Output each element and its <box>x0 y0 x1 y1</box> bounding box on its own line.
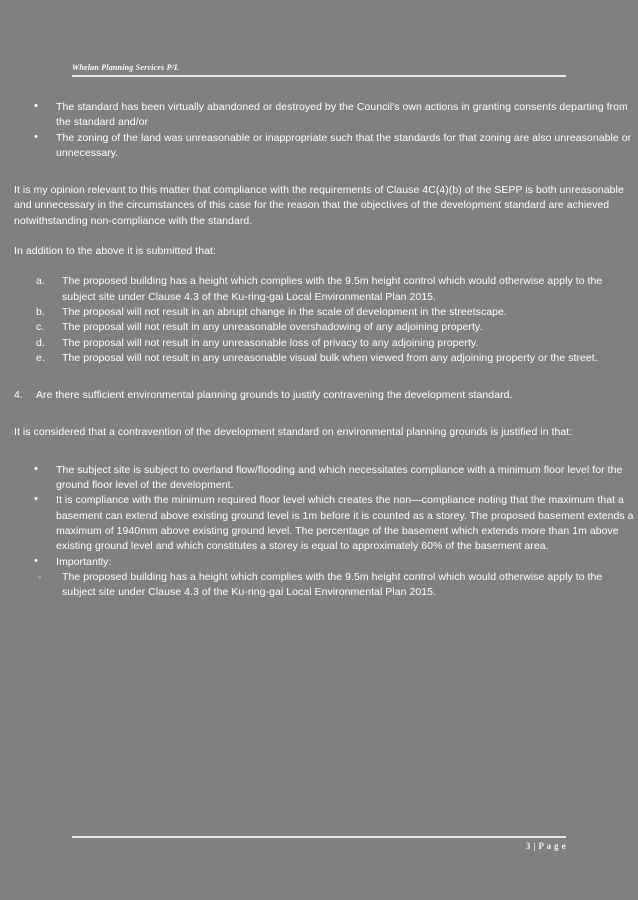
question-number: 4. <box>14 389 23 402</box>
footer-divider <box>72 836 566 838</box>
grounds-lead-in: It is considered that a contravention of the development standard on environmental planning grounds is justified in that: <box>14 426 573 439</box>
list-item: • The subject site is subject to overland flow/flooding and which necessitates compliance with a minimum floor level for the ground floor level of the development. <box>0 463 638 494</box>
page-footer <box>72 836 566 851</box>
page-header <box>72 62 566 77</box>
list-item: The proposal will not result in any unreasonable loss of privacy to any adjoining property. <box>62 336 479 349</box>
list-item: The proposal will not result in any unreasonable visual bulk when viewed from any adjoining property or the street. <box>62 351 598 364</box>
header-title: Whelan Planning Services P/L <box>72 63 180 72</box>
list-item: ◦ The proposed building has a height which complies with the 9.5m height control which would otherwise apply to the subject site under Clause 4.3 of the Ku-ring-gai Local Environmental Plan 2015. <box>0 570 638 601</box>
addition-lead-in: In addition to the above it is submitted that: <box>14 245 216 258</box>
spacer <box>0 259 638 274</box>
spacer <box>0 366 638 388</box>
spacer <box>0 403 638 425</box>
alpha-list <box>0 274 638 366</box>
sub-bullet-list <box>0 570 638 601</box>
document-body <box>0 100 638 600</box>
spacer <box>0 441 638 463</box>
grounds-bullet-list <box>0 463 638 570</box>
list-item: • It is compliance with the minimum required floor level which creates the non—compliance noting that the maximum that a basement can extend above existing ground level is 1m before it is counted as a storey. The proposed basement extends a maximum of 1940mm above existing ground level. The percentage of the basement which extends more than 1m above existing ground level and which constitutes a storey is equal to approximately 60% of the basement area. <box>0 493 638 554</box>
list-item: • The zoning of the land was unreasonable or inappropriate such that the standards for that zoning are also unreasonable or unnecessary. <box>0 131 638 162</box>
list-item: The proposal will not result in any unreasonable overshadowing of any adjoining property. <box>62 321 483 334</box>
spacer <box>0 161 638 183</box>
opinion-paragraph: It is my opinion relevant to this matter that compliance with the requirements of Clause 4C(4)(b) of the SEPP is both unreasonable and unnecessary in the circumstances of this case for the reason that the objectives of the development standard are achieved notwithstanding non-compliance with the standard. <box>14 184 624 227</box>
question-heading <box>0 388 638 403</box>
list-item: The proposed building has a height which complies with the 9.5m height control which would otherwise apply to the subject site under Clause 4.3 of the Ku-ring-gai Local Environmental Plan 2015. <box>62 275 603 303</box>
spacer <box>0 229 638 244</box>
list-item: • The standard has been virtually abandoned or destroyed by the Council's own actions in granting consents departing from the standard and/or <box>0 100 638 131</box>
header-divider <box>72 75 566 77</box>
top-bullet-list <box>0 100 638 161</box>
list-item: • Importantly: <box>0 555 638 570</box>
question-text: Are there sufficient environmental planning grounds to justify contravening the development standard. <box>36 389 513 402</box>
page-number: 3 | P a g e <box>525 841 566 851</box>
list-item: The proposal will not result in an abrupt change in the scale of development in the streetscape. <box>62 305 507 318</box>
